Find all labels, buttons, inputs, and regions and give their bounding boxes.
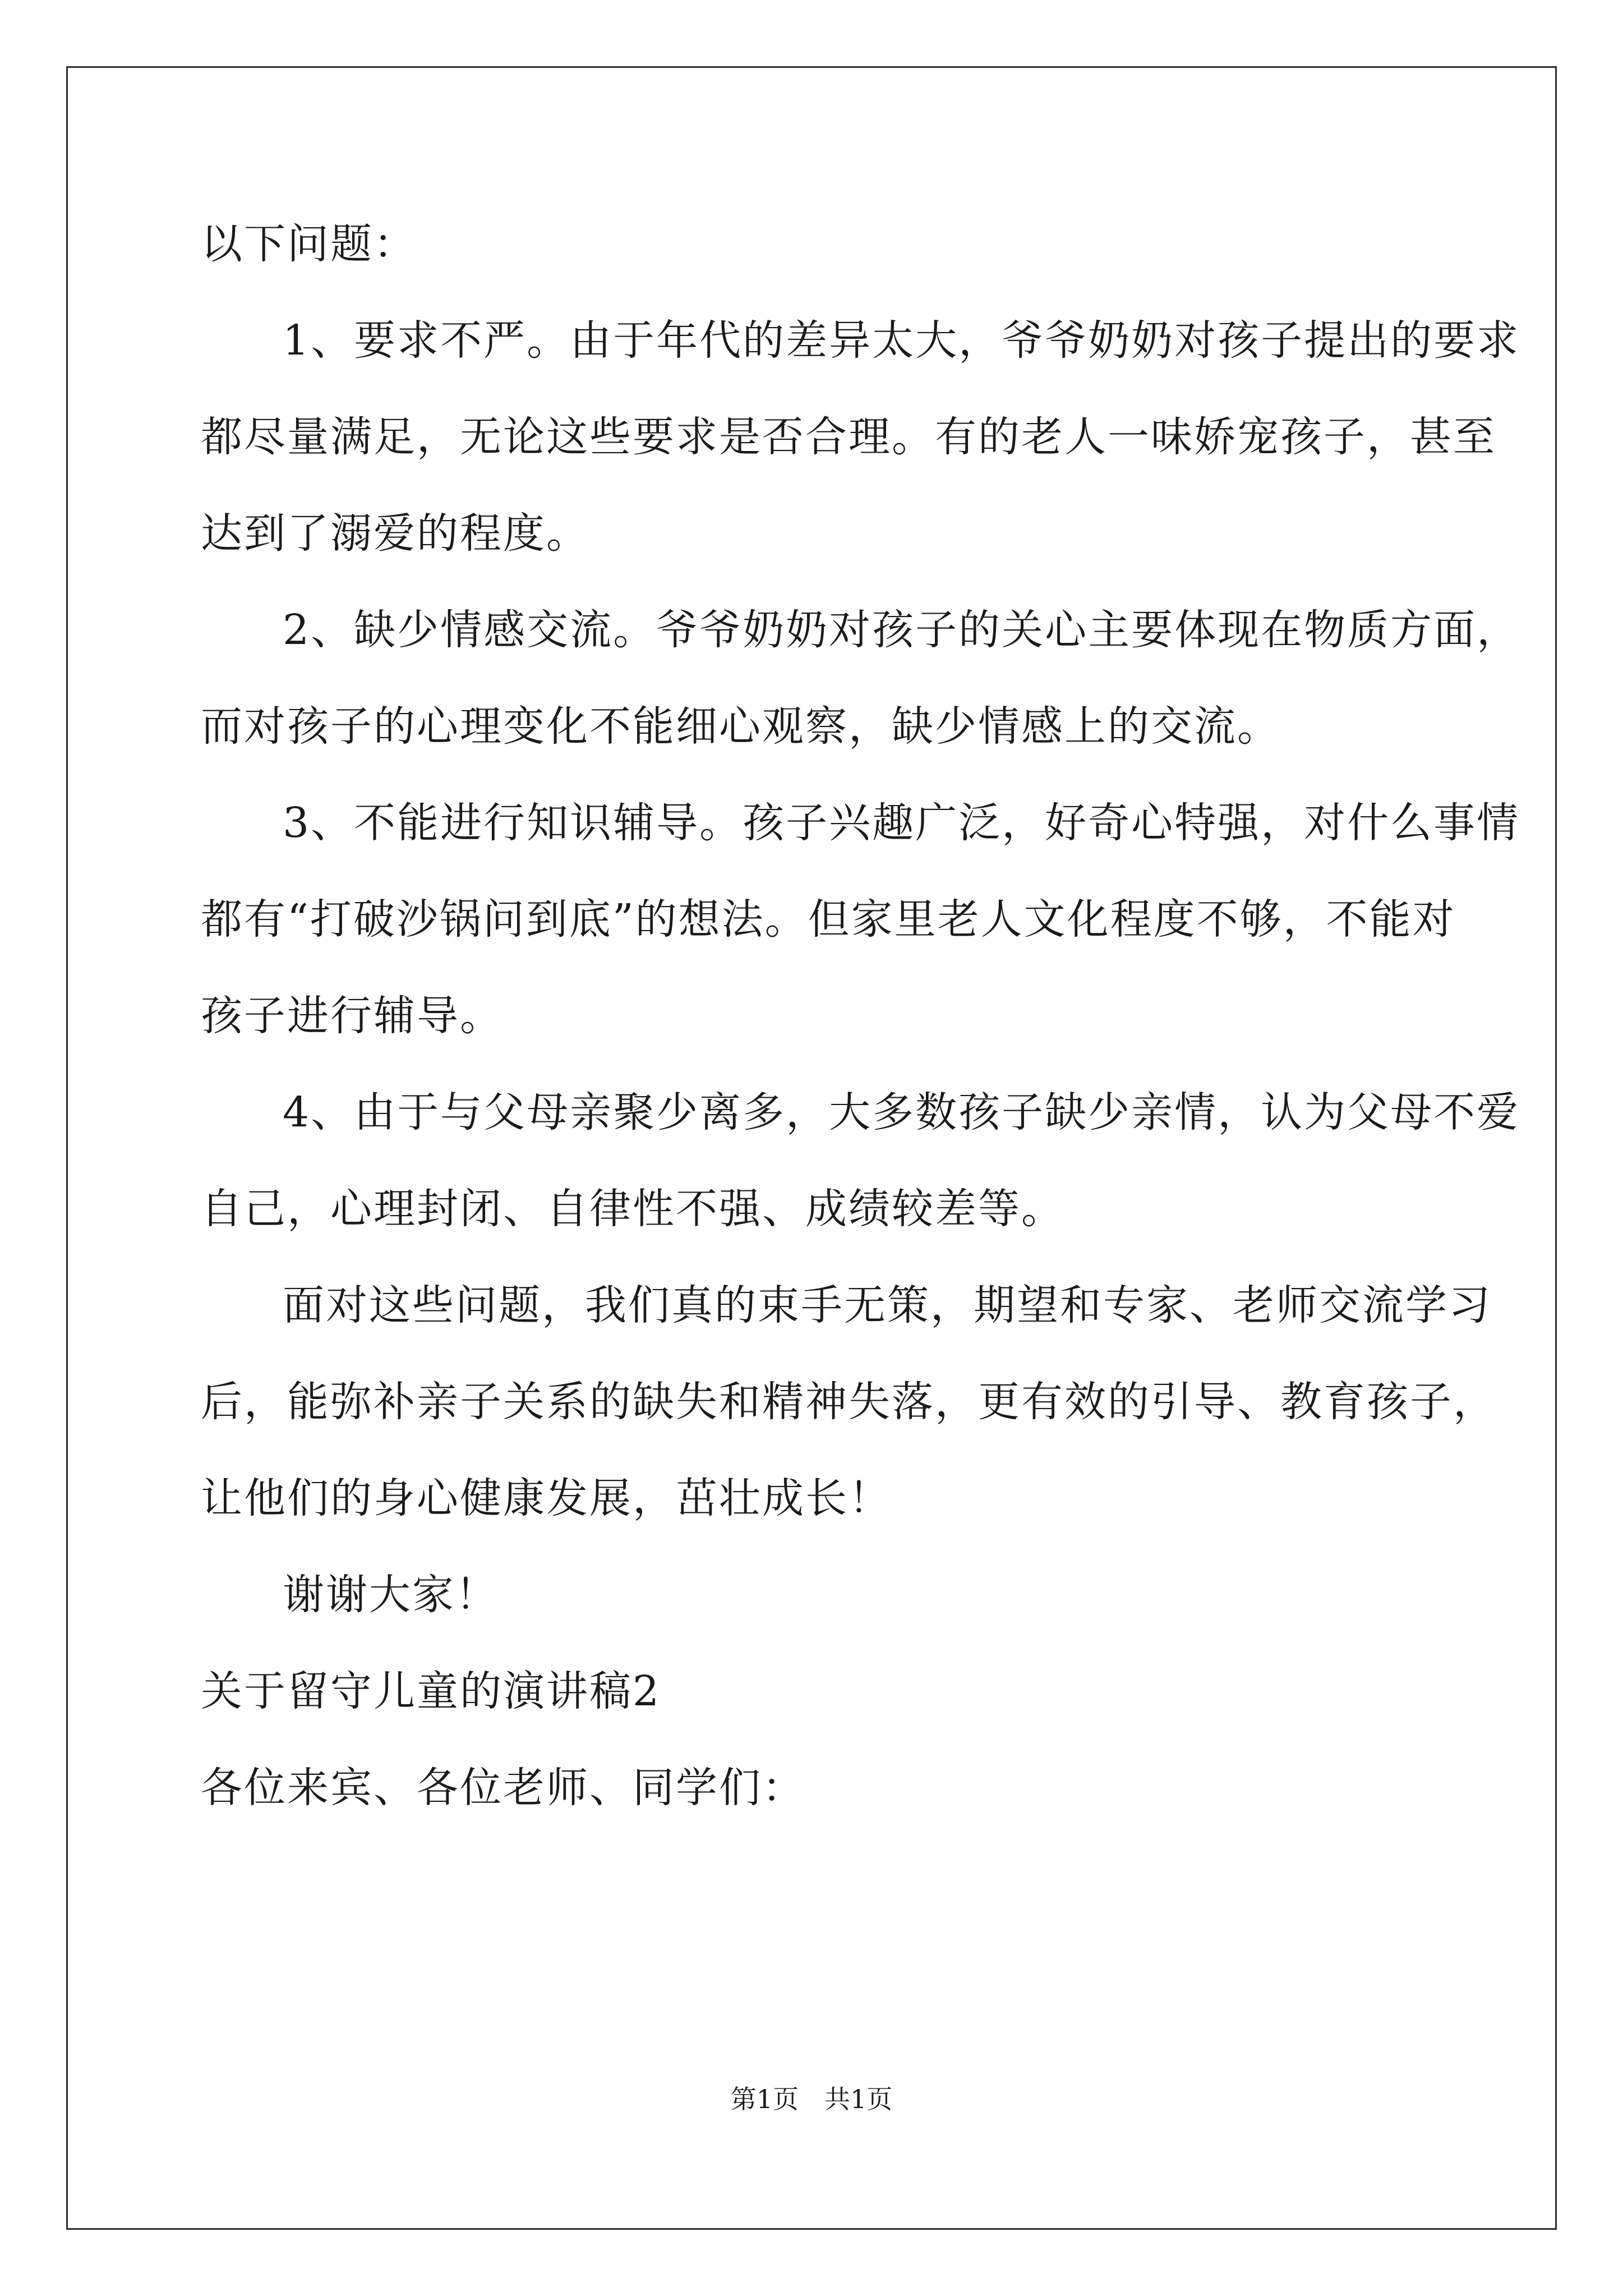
text-line: 达到了溺爱的程度。 — [201, 509, 589, 558]
section-title: 关于留守儿童的演讲稿2 — [201, 1667, 661, 1715]
text-line: 都尽量满足，无论这些要求是否合理。有的老人一味娇宠孩子，甚至 — [201, 413, 1496, 461]
text-line: 4、由于与父母亲聚少离多，大多数孩子缺少亲情，认为父母不爱 — [283, 1088, 1520, 1137]
text-line: 谢谢大家！ — [283, 1571, 499, 1619]
text-line: 1、要求不严。由于年代的差异太大，爷爷奶奶对孩子提出的要求 — [283, 316, 1520, 365]
text-line: 后，能弥补亲子关系的缺失和精神失落，更有效的引导、教育孩子， — [201, 1378, 1496, 1426]
text-line: 孩子进行辅导。 — [201, 992, 503, 1040]
text-line: 让他们的身心健康发展，茁壮成长！ — [201, 1474, 892, 1522]
text-line: 2、缺少情感交流。爷爷奶奶对孩子的关心主要体现在物质方面， — [283, 606, 1520, 654]
page-border — [66, 66, 1557, 2230]
text-line: 自己，心理封闭、自律性不强、成绩较差等。 — [201, 1185, 1064, 1233]
text-line: 面对这些问题，我们真的束手无策，期望和专家、老师交流学习 — [283, 1281, 1492, 1329]
salutation: 各位来宾、各位老师、同学们： — [201, 1764, 805, 1812]
text-line: 3、不能进行知识辅导。孩子兴趣广泛，好奇心特强，对什么事情 — [283, 799, 1520, 847]
text-line: 而对孩子的心理变化不能细心观察，缺少情感上的交流。 — [201, 702, 1280, 751]
text-line: 以下问题： — [201, 220, 417, 268]
page-number-footer: 第1页 共1页 — [730, 2084, 893, 2114]
text-line: 都有“打破沙锅问到底”的想法。但家里老人文化程度不够，不能对 — [201, 895, 1456, 944]
